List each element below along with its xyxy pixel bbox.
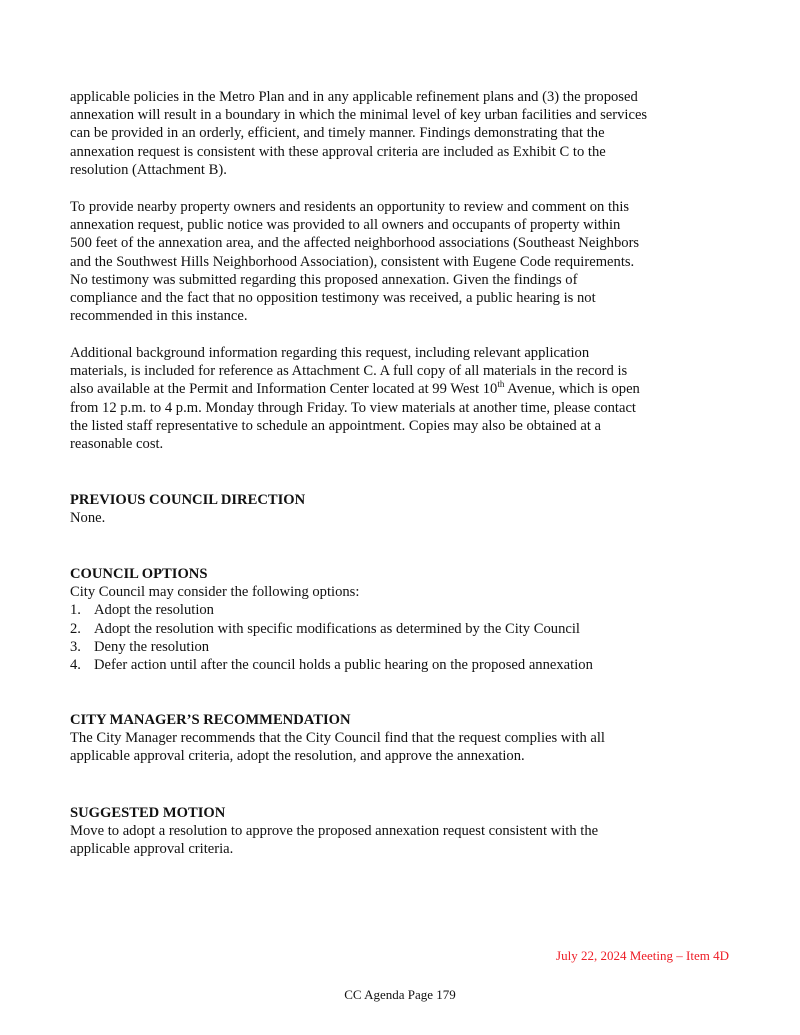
text-line: applicable approval criteria, adopt the resolution, and approve the annexation. <box>70 748 525 765</box>
text-line: annexation request, public notice was provided to all owners and occupants of property within <box>70 217 621 234</box>
section-heading: COUNCIL OPTIONS <box>70 566 208 582</box>
meeting-item-label: July 22, 2024 Meeting – Item 4D <box>556 948 729 963</box>
text-line: materials, is included for reference as Attachment C. A full copy of all materials in the record is <box>70 363 628 380</box>
list-text: Deny the resolution <box>94 638 210 655</box>
section-recommendation <box>70 711 605 766</box>
list-number: 3. <box>70 638 81 655</box>
text-line: reasonable cost. <box>70 436 164 453</box>
text-line: Additional background information regarding this request, including relevant application <box>70 345 590 361</box>
text-line: No testimony was submitted regarding this proposed annexation. Given the findings of <box>70 271 578 288</box>
text-line: 500 feet of the annexation area, and the affected neighborhood associations (Southeast Neighbors <box>70 235 640 252</box>
text-line: and the Southwest Hills Neighborhood Association), consistent with Eugene Code requirements. <box>70 253 635 270</box>
section-council-options <box>70 565 593 674</box>
list-item <box>70 620 593 638</box>
list-number: 2. <box>70 620 81 637</box>
text-line: To provide nearby property owners and residents an opportunity to review and comment on this <box>70 199 630 215</box>
text-line: resolution (Attachment B). <box>70 161 227 178</box>
text-line: applicable approval criteria. <box>70 841 234 858</box>
list-text: Adopt the resolution <box>94 602 214 619</box>
text-line: from 12 p.m. to 4 p.m. Monday through Friday. To view materials at another time, please contact <box>70 399 636 416</box>
text-line <box>70 380 640 398</box>
text-line: City Council may consider the following options: <box>70 584 360 601</box>
text-line: annexation request is consistent with these approval criteria are included as Exhibit C to the <box>70 143 606 160</box>
text-line: applicable policies in the Metro Plan and in any applicable refinement plans and (3) the proposed <box>70 89 638 105</box>
text-line: can be provided in an orderly, efficient, and timely manner. Findings demonstrating that the <box>70 125 605 142</box>
list-item <box>70 601 593 619</box>
paragraph-background-info <box>70 344 640 453</box>
list-item <box>70 656 593 674</box>
paragraph-annexation-criteria <box>70 88 647 179</box>
list-item <box>70 638 593 656</box>
section-previous-direction <box>70 491 305 527</box>
section-heading: SUGGESTED MOTION <box>70 805 226 821</box>
text-segment: also available at the Permit and Information Center located at 99 West 10 <box>70 381 498 398</box>
superscript: th <box>497 379 505 390</box>
page-number: CC Agenda Page 179 <box>344 987 456 1002</box>
text-line: recommended in this instance. <box>70 308 248 325</box>
section-heading: PREVIOUS COUNCIL DIRECTION <box>70 492 306 508</box>
text-line: Move to adopt a resolution to approve the proposed annexation request consistent with the <box>70 823 599 840</box>
list-number: 4. <box>70 657 81 674</box>
text-line: None. <box>70 510 106 527</box>
text-line: annexation will result in a boundary in which the minimal level of key urban facilities and services <box>70 107 648 124</box>
paragraph-public-notice <box>70 198 639 325</box>
text-line: The City Manager recommends that the City Council find that the request complies with all <box>70 730 605 747</box>
text-line: compliance and the fact that no opposition testimony was received, a public hearing is not <box>70 290 596 307</box>
list-text: Adopt the resolution with specific modifications as determined by the City Council <box>94 620 580 637</box>
text-line: the listed staff representative to schedule an appointment. Copies may also be obtained at a <box>70 417 602 434</box>
section-suggested-motion <box>70 804 598 859</box>
list-text: Defer action until after the council holds a public hearing on the proposed annexation <box>94 657 593 674</box>
text-segment: Avenue, which is open <box>504 381 640 398</box>
list-number: 1. <box>70 602 81 619</box>
section-heading: CITY MANAGER’S RECOMMENDATION <box>70 712 351 728</box>
